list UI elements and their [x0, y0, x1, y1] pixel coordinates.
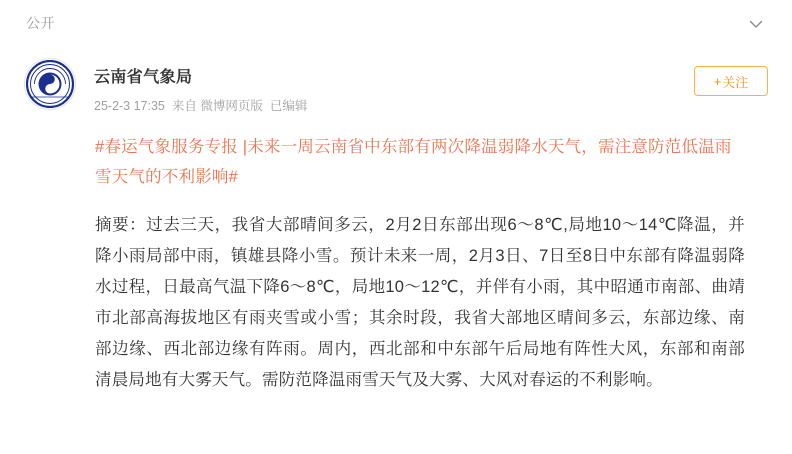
post-source-prefix: 来自 — [171, 99, 197, 113]
post-edited-flag: 已编辑 — [269, 99, 308, 113]
post-topbar — [0, 0, 792, 46]
post-content: 摘要：过去三天，我省大部晴间多云，2月2日东部出现6～8℃,局地10～14℃降温，并降小雨局部中雨，镇雄县降小雪。预计未来一周，2月3日、7日至8日中东部有降温弱降水过程，日最高气温下降6～8℃，局地10～12℃，并伴有小雨，其中昭通市南部、曲靖市北部高海拔地区有雨夹雪或小雪；其余时段，我省大部地区晴间多云，东部边缘、南部边缘、西北部边缘有阵雨。周内，西北部和中东部午后局地有阵性大风，东部和南部清晨局地有大雾天气。需防范降温雨雪天气及大雾、大风对春运的不利影响。 — [95, 216, 745, 389]
avatar[interactable] — [24, 58, 76, 110]
post-timestamp: 25-2-3 17:35 — [94, 99, 165, 113]
organization-avatar-icon — [26, 60, 74, 108]
visibility-label: 公开 — [26, 15, 55, 31]
follow-button-label: 关注 — [722, 74, 749, 90]
follow-button[interactable] — [694, 66, 768, 96]
author-name[interactable]: 云南省气象局 — [94, 69, 193, 86]
chevron-down-icon[interactable] — [744, 12, 768, 36]
post-meta — [94, 96, 307, 114]
post-source[interactable]: 微博网页版 — [200, 99, 263, 113]
plus-icon: + — [713, 73, 722, 89]
post-body — [95, 132, 745, 396]
post-header — [0, 52, 792, 118]
post-topic-link[interactable]: #春运气象服务专报 |未来一周云南省中东部有两次降温弱降水天气，需注意防范低温雨雪天气的不利影响# — [95, 138, 732, 186]
